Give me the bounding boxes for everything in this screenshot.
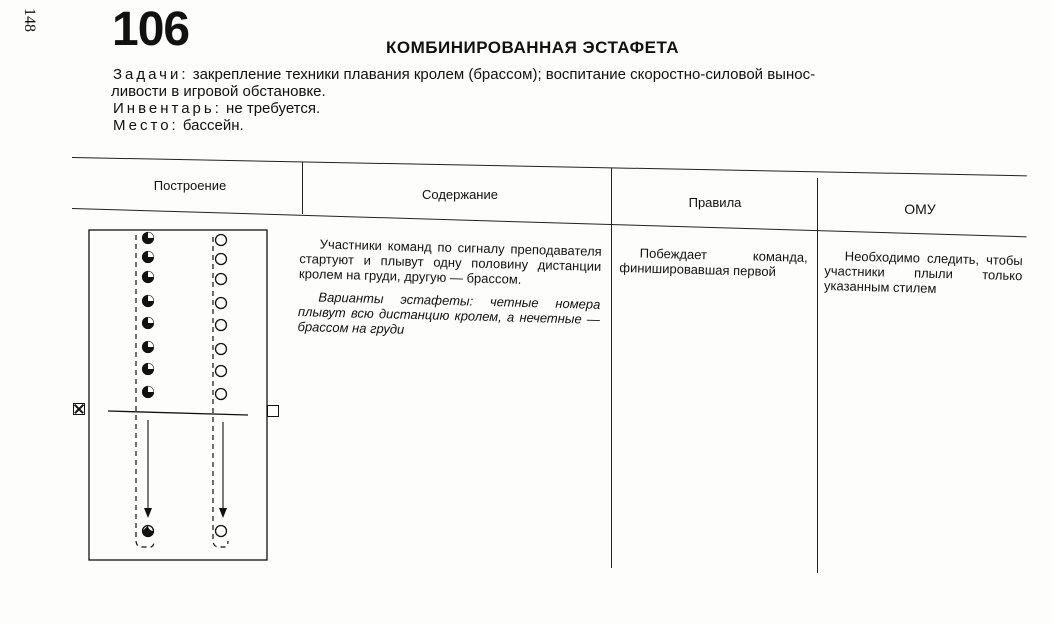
tasks-text-2: ливости в игровой обстановке. bbox=[111, 83, 326, 100]
swimmer-team-a bbox=[143, 342, 154, 353]
swimmer-team-a bbox=[143, 252, 154, 263]
omu-text: Необходимо следить, чтобы участники плыли только указанным стилем bbox=[823, 248, 1023, 296]
swimmer-team-b bbox=[216, 389, 227, 400]
rules-cell bbox=[619, 245, 808, 288]
swimmer-team-b bbox=[216, 274, 227, 285]
arrow-down-icon bbox=[219, 422, 227, 518]
tasks-line-1 bbox=[113, 66, 1033, 83]
relay-formation-diagram bbox=[70, 225, 290, 565]
exercise-title: КОМБИНИРОВАННАЯ ЭСТАФЕТА bbox=[386, 38, 680, 57]
team-a-swimmers bbox=[143, 233, 154, 398]
header-omu: ОМУ bbox=[904, 201, 936, 217]
rules-text: Побеждает команда, финишировавшая первой bbox=[619, 245, 808, 280]
omu-cell bbox=[824, 248, 1023, 306]
finish-swimmer-b bbox=[216, 526, 227, 537]
equipment-text: не требуется. bbox=[226, 100, 321, 117]
column-divider-3 bbox=[817, 178, 818, 573]
swimmer-team-a bbox=[143, 387, 154, 398]
swimmer-team-b bbox=[216, 366, 227, 377]
swimmer-team-a bbox=[143, 364, 154, 375]
page-number: 148 bbox=[21, 8, 38, 32]
header-construction: Построение bbox=[153, 178, 227, 193]
column-divider-2 bbox=[611, 168, 612, 568]
tasks-text-1: закрепление техники плавания кролем (брассом); воспитание скоростно-силовой вынос- bbox=[192, 66, 816, 83]
equipment-line bbox=[113, 100, 1033, 117]
content-paragraph-2: Варианты эстафеты: четные номера плывут всю дистанцию кролем, а нечетные — брассом на груди bbox=[297, 289, 601, 337]
tasks-line-2 bbox=[111, 83, 1033, 100]
swimmer-team-b bbox=[216, 344, 227, 355]
content-cell bbox=[297, 236, 602, 350]
place-text: бассейн. bbox=[182, 117, 244, 134]
table-top-rule bbox=[72, 157, 1027, 176]
swimmer-team-b bbox=[216, 254, 227, 265]
swimmer-team-b bbox=[216, 320, 227, 331]
team-b-swimmers bbox=[216, 235, 227, 400]
swimmer-team-b bbox=[216, 235, 227, 246]
exercise-number: 106 bbox=[112, 3, 190, 56]
header-rules: Правила bbox=[688, 195, 742, 210]
place-line bbox=[113, 117, 1033, 134]
swimmer-team-b bbox=[216, 298, 227, 309]
equipment-label: Инвентарь: bbox=[113, 100, 222, 117]
content-paragraph-1: Участники команд по сигналу преподавателя стартуют и плывут одну половину дистанции кролем на груди, другую — брассом. bbox=[298, 236, 602, 287]
swimmer-team-a bbox=[143, 296, 154, 307]
finish-swimmer-a bbox=[143, 526, 154, 537]
start-line bbox=[108, 411, 248, 415]
tasks-label: Задачи: bbox=[113, 66, 189, 83]
swimmer-team-a bbox=[143, 318, 154, 329]
header-content: Содержание bbox=[422, 187, 498, 202]
pool-outline bbox=[89, 230, 267, 560]
swimmer-team-a bbox=[143, 233, 154, 244]
exercise-meta bbox=[113, 66, 1033, 134]
arrow-down-icon bbox=[144, 420, 152, 518]
column-divider-1 bbox=[302, 162, 303, 214]
swimmer-team-a bbox=[143, 272, 154, 283]
place-label: Место: bbox=[113, 117, 179, 134]
